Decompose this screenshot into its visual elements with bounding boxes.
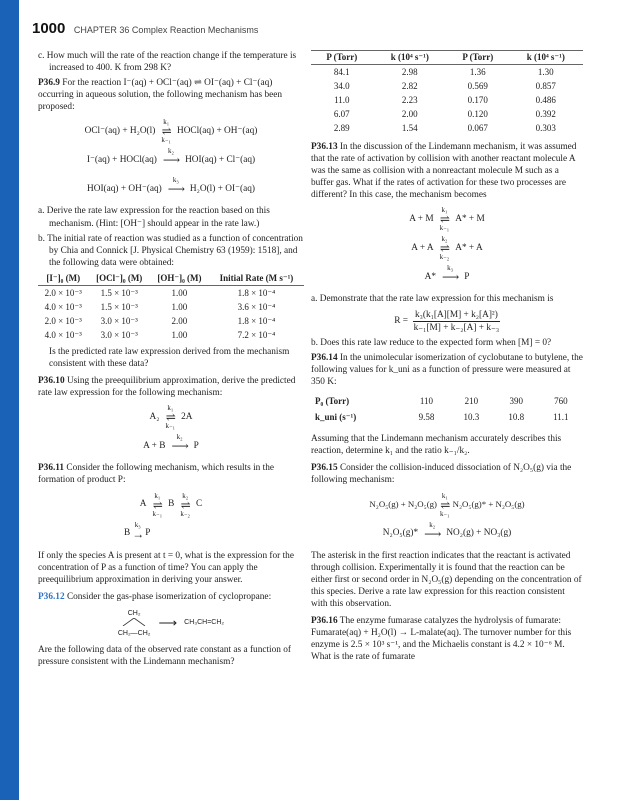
right-arrow-icon: ⟶ <box>162 153 180 168</box>
equilibrium-arrow-icon: ⇌ <box>161 124 171 139</box>
table-header-row: [I⁻]₀ (M) [OCl⁻]₀ (M) [OH⁻]₀ (M) Initial Rate (M s⁻¹) <box>38 272 304 286</box>
p36-9-a: a. Derive the rate law expression for the reaction based on this mechanism. (Hint: [OH⁻] should appear in the rate law.) <box>38 206 270 229</box>
right-arrow-icon: → <box>132 526 144 541</box>
running-header <box>32 20 258 38</box>
p36-13-eq2: A + A k₂ ⇌ k₋₂ A* + A <box>411 235 483 262</box>
p36-10-eq1: A₂ k₁ ⇌ k₋₁ 2A <box>149 404 193 431</box>
p36-14-intro: P36.14 In the unimolecular isomerization of cyclobutane to butylene, the following values for k_uni as a function of pressure were measured at 350 K: <box>311 352 583 388</box>
right-arrow-icon: ⟶ <box>171 439 188 454</box>
p36-15-text2: The asterisk in the first reaction indicates that the reactant is activated through collision. Experimentally it is found that the reaction can be either first or second order in N₂O₅(g) depending on the concentration of this species. Derive a rate law expression for this reaction consistent with this observation. <box>311 550 582 609</box>
left-column <box>38 50 304 673</box>
cyclopropane-reaction <box>38 609 304 638</box>
p36-10-eq2: A + B k₂ ⟶ P <box>143 433 199 454</box>
chapter-title: CHAPTER 36 Complex Reaction Mechanisms <box>73 25 259 35</box>
p36-15-intro: P36.15 Consider the collision-induced dissociation of N₂O₅(g) via the following mechanism: <box>311 463 572 486</box>
p36-13-eq1: A + M k₁ ⇌ k₋₁ A* + M <box>409 206 485 233</box>
p36-12-question: Are the following data of the observed rate constant as a function of pressure consistent with the Lindemann mechanism? <box>38 644 291 667</box>
table-row: 4.0 × 10⁻³ 1.5 × 10⁻³ 1.00 3.6 × 10⁻⁴ <box>44 301 276 312</box>
table-row: 34.0 2.82 0.569 0.857 <box>333 81 556 91</box>
p36-12-intro: P36.12 Consider the gas-phase isomerization of cyclopropane: <box>38 591 272 602</box>
p36-16-intro: P36.16 The enzyme fumarase catalyzes the hydrolysis of fumarate: Fumarate(aq) + H₂O(l) → L-malate(aq). The turnover number for this enzyme is 2.5 × 10³ s⁻¹, and the Michaelis constant is 4.2 × 10⁻⁶ M. What is the rate of fumarate <box>311 615 572 663</box>
p36-13-eq3: A* k₃ ⟶ P <box>424 264 470 285</box>
item-c: c. How much will the rate of the reaction change if the temperature is increased to 400. K from 298 K? <box>38 51 297 74</box>
table-row: 6.07 2.00 0.120 0.392 <box>333 109 556 119</box>
table-row: 84.1 2.98 1.36 1.30 <box>333 67 554 77</box>
p36-9-intro: P36.9 For the reaction I⁻(aq) + OCl⁻(aq) ⇌ OI⁻(aq) + Cl⁻(aq) occurring in aqueous solution, the following mechanism has been proposed: <box>38 78 282 113</box>
page-side-band <box>0 0 19 800</box>
p36-11-eq2: B k₃ → P <box>124 520 151 541</box>
p36-9-question: Is the predicted rate law expression derived from the mechanism consistent with these data? <box>49 346 290 370</box>
equilibrium-arrow-icon: ⇌ <box>439 241 449 256</box>
equilibrium-arrow-icon: ⇌ <box>152 497 162 512</box>
table-row: 2.0 × 10⁻³ 1.5 × 10⁻³ 1.00 1.8 × 10⁻⁴ <box>44 287 276 298</box>
p36-11-question: If only the species A is present at t = 0, what is the expression for the concentration of P as a function of time? You can apply the preequilibrium approximation in deriving your answer. <box>38 550 294 585</box>
table-row: k_uni (s⁻¹) 9.58 10.3 10.8 11.1 <box>315 411 569 423</box>
pressure-rate-table <box>311 50 583 135</box>
kuni-table <box>311 393 583 425</box>
cyclopropane-structure: CH₂ CH₂—CH₂ <box>117 609 151 637</box>
p36-9-eq2: I⁻(aq) + HOCl(aq) k₂ ⟶ HOI(aq) + Cl⁻(aq) <box>86 147 256 168</box>
p36-9-eq3: HOI(aq) + OH⁻(aq) k₃ ⟶ H₂O(l) + OI⁻(aq) <box>87 176 255 197</box>
p36-14-question: Assuming that the Lindemann mechanism accurately describes this reaction, determine k₁ and the ratio k₋₁/k₂. <box>311 434 562 457</box>
p36-11-intro: P36.11 Consider the following mechanism, which results in the formation of product P: <box>38 463 275 486</box>
rate-data-table <box>38 272 304 342</box>
p36-13-b: b. Does this rate law reduce to the expected form when [M] = 0? <box>311 337 552 348</box>
table-row: 2.0 × 10⁻³ 3.0 × 10⁻³ 2.00 1.8 × 10⁻⁴ <box>44 315 276 326</box>
propene-structure: CH₃CH=CH₂ <box>184 619 225 627</box>
p36-9-b: b. The initial rate of reaction was studied as a function of concentration by Chia and Connick [J. Physical Chemistry 63 (1959): 1518], and the following data were obtained: <box>38 233 303 268</box>
p36-11-eq1: A k₁ ⇌ k₋₁ B k₂ ⇌ k₋₂ C <box>139 491 203 518</box>
equilibrium-arrow-icon: ⇌ <box>165 410 175 425</box>
table-row: 2.89 1.54 0.067 0.303 <box>333 123 556 133</box>
table-row: 4.0 × 10⁻³ 3.0 × 10⁻³ 1.00 7.2 × 10⁻⁴ <box>44 329 276 340</box>
p36-9-eq1: OCl⁻(aq) + H₂O(l) k₁ ⇌ k₋₁ HOCl(aq) + OH⁻(aq) <box>84 118 258 145</box>
p36-13-intro: P36.13 In the discussion of the Lindemann mechanism, it was assumed that the rate of activation by collision with another reactant molecule A was the same as collision with a nonreactant molecule M such as a buffer gas. What if the rates of activation for these two processes are different? In this case, the mechanism becomes <box>311 142 577 201</box>
p36-13-a: a. Demonstrate that the rate law expression for this mechanism is <box>311 294 554 305</box>
equilibrium-arrow-icon: ⇌ <box>439 212 449 227</box>
right-arrow-icon: ⟶ <box>424 526 441 541</box>
p36-15-eq2: N₂O₅(g)* k₂ ⟶ NO₂(g) + NO₃(g) <box>382 520 512 541</box>
right-arrow-icon: ⟶ <box>167 182 184 197</box>
table-row: P₀ (Torr) 110 210 390 760 <box>315 395 568 407</box>
equilibrium-arrow-icon: ⇌ <box>180 497 190 512</box>
p36-15-eq1: N₂O₅(g) + N₂O₅(g) k₁ ⇌ k₋₁ N₂O₅(g)* + N₂O₅(g) <box>369 491 525 518</box>
rate-law-expression: R = $\frac{\text{k₃(k₁[A][M] + k₂[A]²)}}{\text{k₋₁[M] + k₋₂[A] + k₋₃}}$ <box>394 309 500 333</box>
p36-10-intro: P36.10 Using the preequilibrium approximation, derive the predicted rate law expression for the following mechanism: <box>38 376 296 399</box>
ring-bond-lines <box>119 618 149 626</box>
right-column <box>311 50 583 668</box>
table-header-row: P (Torr) k (10⁴ s⁻¹) P (Torr) k (10⁴ s⁻¹) <box>311 51 583 65</box>
table-row: 11.0 2.23 0.170 0.486 <box>334 95 556 105</box>
problem-label: P36.9 <box>38 78 60 89</box>
right-arrow-icon: ⟶ <box>158 615 177 631</box>
equilibrium-arrow-icon: ⇌ <box>440 497 450 512</box>
right-arrow-icon: ⟶ <box>442 270 459 285</box>
page-number: 1000 <box>32 20 66 37</box>
